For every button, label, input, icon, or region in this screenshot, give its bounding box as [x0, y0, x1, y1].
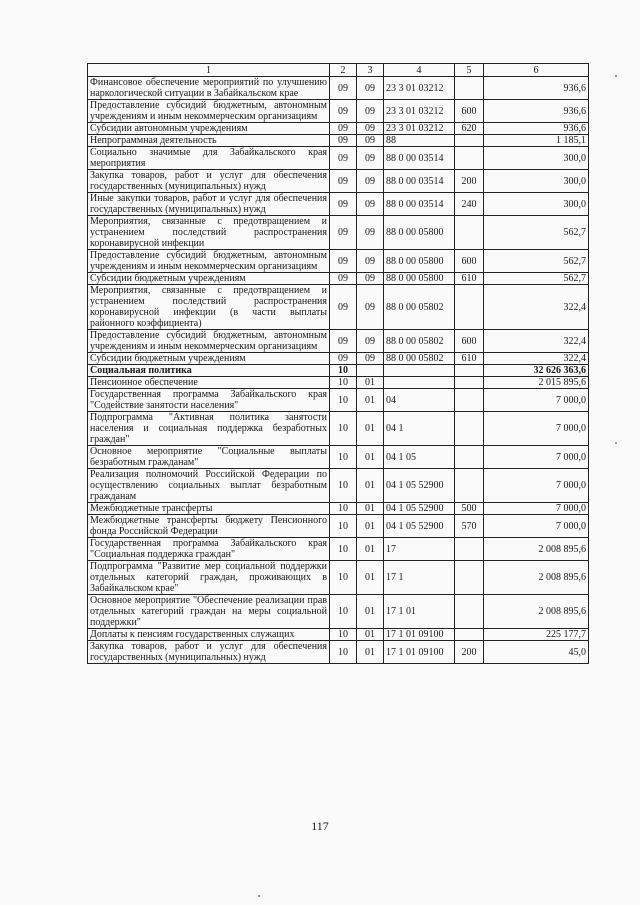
table-row: [88, 250, 589, 273]
table-row: [88, 412, 589, 446]
row-section: 09: [330, 285, 357, 330]
row-name: Реализация полномочий Российской Федерации по осуществлению социальных выплат безработным гражданам: [88, 469, 330, 503]
table-row: [88, 147, 589, 170]
row-name: Субсидии автономным учреждениям: [88, 123, 330, 135]
row-section: 10: [330, 641, 357, 664]
row-target-code: [384, 377, 455, 389]
row-target-code: 17 1: [384, 561, 455, 595]
row-section: 10: [330, 377, 357, 389]
row-name: Закупка товаров, работ и услуг для обеспечения государственных (муниципальных) нужд: [88, 170, 330, 193]
row-name: Предоставление субсидий бюджетным, автономным учреждениям и иным некоммерческим организациям: [88, 250, 330, 273]
row-expense-type: [455, 377, 484, 389]
page-number: 117: [311, 819, 329, 833]
row-section: 09: [330, 250, 357, 273]
row-subsection: 09: [357, 193, 384, 216]
table-row: [88, 641, 589, 664]
scan-speck: [615, 442, 617, 444]
table-row: [88, 123, 589, 135]
row-subsection: 09: [357, 216, 384, 250]
row-section: 10: [330, 446, 357, 469]
table-row: [88, 503, 589, 515]
row-amount: 225 177,7: [484, 629, 589, 641]
scan-speck: [615, 75, 617, 77]
table-row: [88, 353, 589, 365]
row-section: 10: [330, 561, 357, 595]
row-section: 10: [330, 538, 357, 561]
row-name: Социально значимые для Забайкальского края мероприятия: [88, 147, 330, 170]
row-amount: 562,7: [484, 273, 589, 285]
row-expense-type: [455, 285, 484, 330]
row-expense-type: 240: [455, 193, 484, 216]
row-subsection: 01: [357, 561, 384, 595]
table-row: [88, 389, 589, 412]
row-subsection: 01: [357, 515, 384, 538]
table-row: [88, 469, 589, 503]
row-name: Социальная политика: [88, 365, 330, 377]
row-name: Субсидии бюджетным учреждениям: [88, 273, 330, 285]
row-amount: 7 000,0: [484, 446, 589, 469]
row-amount: 45,0: [484, 641, 589, 664]
row-amount: 562,7: [484, 250, 589, 273]
row-amount: 7 000,0: [484, 515, 589, 538]
row-target-code: 88 0 00 03514: [384, 170, 455, 193]
scan-speck: [258, 895, 260, 897]
table-row: [88, 193, 589, 216]
row-expense-type: 600: [455, 100, 484, 123]
row-target-code: 88 0 00 03514: [384, 193, 455, 216]
row-subsection: 09: [357, 285, 384, 330]
header-col-2: 2: [330, 64, 357, 77]
row-expense-type: 610: [455, 353, 484, 365]
row-section: 09: [330, 135, 357, 147]
table-row: [88, 170, 589, 193]
row-target-code: 88 0 00 05800: [384, 250, 455, 273]
row-amount: 936,6: [484, 123, 589, 135]
row-subsection: 01: [357, 377, 384, 389]
row-name: Основное мероприятие "Обеспечение реализации прав отдельных категорий граждан на меры социальной поддержки": [88, 595, 330, 629]
row-amount: 936,6: [484, 77, 589, 100]
row-name: Межбюджетные трансферты: [88, 503, 330, 515]
row-section: 10: [330, 365, 357, 377]
row-amount: 562,7: [484, 216, 589, 250]
table-row: [88, 538, 589, 561]
table-row: [88, 595, 589, 629]
row-expense-type: [455, 629, 484, 641]
row-expense-type: 620: [455, 123, 484, 135]
row-name: Мероприятия, связанные с предотвращением и устранением последствий распространения коронавирусной инфекции (в части выплаты районного коэффициента): [88, 285, 330, 330]
row-amount: 300,0: [484, 147, 589, 170]
row-subsection: 09: [357, 77, 384, 100]
row-amount: 322,4: [484, 285, 589, 330]
row-name: Непрограммная деятельность: [88, 135, 330, 147]
row-expense-type: [455, 538, 484, 561]
row-expense-type: 500: [455, 503, 484, 515]
row-subsection: 09: [357, 135, 384, 147]
row-expense-type: 570: [455, 515, 484, 538]
table-row: [88, 216, 589, 250]
table-row: [88, 561, 589, 595]
row-target-code: 17 1 01 09100: [384, 641, 455, 664]
row-target-code: 88 0 00 05800: [384, 216, 455, 250]
row-section: 09: [330, 353, 357, 365]
row-amount: 322,4: [484, 330, 589, 353]
row-expense-type: [455, 365, 484, 377]
table-row: [88, 377, 589, 389]
row-expense-type: 600: [455, 330, 484, 353]
row-name: Субсидии бюджетным учреждениям: [88, 353, 330, 365]
row-expense-type: [455, 389, 484, 412]
table-row: [88, 330, 589, 353]
row-section: 09: [330, 330, 357, 353]
row-name: Подпрограмма "Развитие мер социальной поддержки отдельных категорий граждан, проживающих в Забайкальском крае": [88, 561, 330, 595]
row-target-code: 17: [384, 538, 455, 561]
row-amount: 936,6: [484, 100, 589, 123]
row-target-code: 17 1 01 09100: [384, 629, 455, 641]
row-name: Финансовое обеспечение мероприятий по улучшению наркологической ситуации в Забайкальском крае: [88, 77, 330, 100]
table-row: [88, 446, 589, 469]
row-amount: 1 185,1: [484, 135, 589, 147]
row-target-code: 88: [384, 135, 455, 147]
table-row: [88, 100, 589, 123]
row-name: Иные закупки товаров, работ и услуг для обеспечения государственных (муниципальных) нужд: [88, 193, 330, 216]
row-name: Государственная программа Забайкальского края "Содействие занятости населения": [88, 389, 330, 412]
row-expense-type: 200: [455, 641, 484, 664]
row-subsection: 01: [357, 629, 384, 641]
table-row: [88, 135, 589, 147]
table-row: [88, 285, 589, 330]
row-subsection: 09: [357, 273, 384, 285]
row-target-code: 04 1 05: [384, 446, 455, 469]
row-target-code: 88 0 00 03514: [384, 147, 455, 170]
row-section: 09: [330, 77, 357, 100]
row-subsection: 09: [357, 147, 384, 170]
row-subsection: 01: [357, 503, 384, 515]
row-target-code: 23 3 01 03212: [384, 123, 455, 135]
row-name: Государственная программа Забайкальского края "Социальная поддержка граждан": [88, 538, 330, 561]
row-target-code: 88 0 00 05802: [384, 330, 455, 353]
header-col-4: 4: [384, 64, 455, 77]
row-expense-type: 600: [455, 250, 484, 273]
row-section: 09: [330, 193, 357, 216]
row-subsection: 01: [357, 469, 384, 503]
table-row: [88, 515, 589, 538]
row-amount: 2 008 895,6: [484, 538, 589, 561]
row-section: 10: [330, 469, 357, 503]
row-amount: 2 015 895,6: [484, 377, 589, 389]
row-expense-type: [455, 216, 484, 250]
table-row: [88, 629, 589, 641]
header-col-1: 1: [88, 64, 330, 77]
header-col-3: 3: [357, 64, 384, 77]
row-subsection: 01: [357, 641, 384, 664]
row-subsection: 09: [357, 123, 384, 135]
row-subsection: 09: [357, 170, 384, 193]
row-amount: 2 008 895,6: [484, 561, 589, 595]
row-name: Доплаты к пенсиям государственных служащих: [88, 629, 330, 641]
row-target-code: [384, 365, 455, 377]
row-target-code: 88 0 00 05802: [384, 353, 455, 365]
row-section: 09: [330, 216, 357, 250]
row-section: 10: [330, 389, 357, 412]
row-subsection: 01: [357, 389, 384, 412]
row-amount: 300,0: [484, 193, 589, 216]
header-col-6: 6: [484, 64, 589, 77]
row-subsection: 09: [357, 353, 384, 365]
table-row: [88, 273, 589, 285]
row-amount: 7 000,0: [484, 412, 589, 446]
table-header-row: [88, 64, 589, 77]
row-amount: 7 000,0: [484, 469, 589, 503]
row-expense-type: [455, 147, 484, 170]
row-subsection: 09: [357, 330, 384, 353]
row-name: Межбюджетные трансферты бюджету Пенсионного фонда Российской Федерации: [88, 515, 330, 538]
row-section: 10: [330, 412, 357, 446]
table-row: [88, 77, 589, 100]
row-target-code: 88 0 00 05802: [384, 285, 455, 330]
row-section: 10: [330, 515, 357, 538]
row-target-code: 88 0 00 05800: [384, 273, 455, 285]
row-name: Предоставление субсидий бюджетным, автономным учреждениям и иным некоммерческим организациям: [88, 100, 330, 123]
row-expense-type: 200: [455, 170, 484, 193]
row-expense-type: 610: [455, 273, 484, 285]
row-section: 09: [330, 273, 357, 285]
row-expense-type: [455, 77, 484, 100]
row-target-code: 04 1 05 52900: [384, 503, 455, 515]
row-subsection: 01: [357, 446, 384, 469]
row-amount: 322,4: [484, 353, 589, 365]
row-name: Подпрограмма "Активная политика занятости населения и социальная поддержка безработных граждан": [88, 412, 330, 446]
row-section: 09: [330, 147, 357, 170]
budget-table: [87, 63, 589, 664]
row-name: Закупка товаров, работ и услуг для обеспечения государственных (муниципальных) нужд: [88, 641, 330, 664]
row-subsection: 01: [357, 595, 384, 629]
header-col-5: 5: [455, 64, 484, 77]
row-section: 09: [330, 100, 357, 123]
row-section: 10: [330, 629, 357, 641]
row-subsection: 01: [357, 412, 384, 446]
row-amount: 300,0: [484, 170, 589, 193]
row-expense-type: [455, 561, 484, 595]
row-name: Мероприятия, связанные с предотвращением и устранением последствий распространения коронавирусной инфекции: [88, 216, 330, 250]
row-expense-type: [455, 135, 484, 147]
row-name: Пенсионное обеспечение: [88, 377, 330, 389]
row-subsection: 09: [357, 250, 384, 273]
row-target-code: 04 1 05 52900: [384, 515, 455, 538]
row-expense-type: [455, 446, 484, 469]
row-section: 09: [330, 123, 357, 135]
row-subsection: 01: [357, 538, 384, 561]
row-expense-type: [455, 469, 484, 503]
row-target-code: 04: [384, 389, 455, 412]
row-amount: 32 626 363,6: [484, 365, 589, 377]
row-name: Предоставление субсидий бюджетным, автономным учреждениям и иным некоммерческим организациям: [88, 330, 330, 353]
row-subsection: [357, 365, 384, 377]
row-expense-type: [455, 412, 484, 446]
row-target-code: 23 3 01 03212: [384, 100, 455, 123]
row-amount: 7 000,0: [484, 503, 589, 515]
row-name: Основное мероприятие "Социальные выплаты безработным гражданам": [88, 446, 330, 469]
row-amount: 2 008 895,6: [484, 595, 589, 629]
row-expense-type: [455, 595, 484, 629]
row-amount: 7 000,0: [484, 389, 589, 412]
row-section: 10: [330, 503, 357, 515]
row-section: 10: [330, 595, 357, 629]
table-row: [88, 365, 589, 377]
row-section: 09: [330, 170, 357, 193]
row-target-code: 04 1 05 52900: [384, 469, 455, 503]
row-subsection: 09: [357, 100, 384, 123]
row-target-code: 23 3 01 03212: [384, 77, 455, 100]
row-target-code: 17 1 01: [384, 595, 455, 629]
row-target-code: 04 1: [384, 412, 455, 446]
